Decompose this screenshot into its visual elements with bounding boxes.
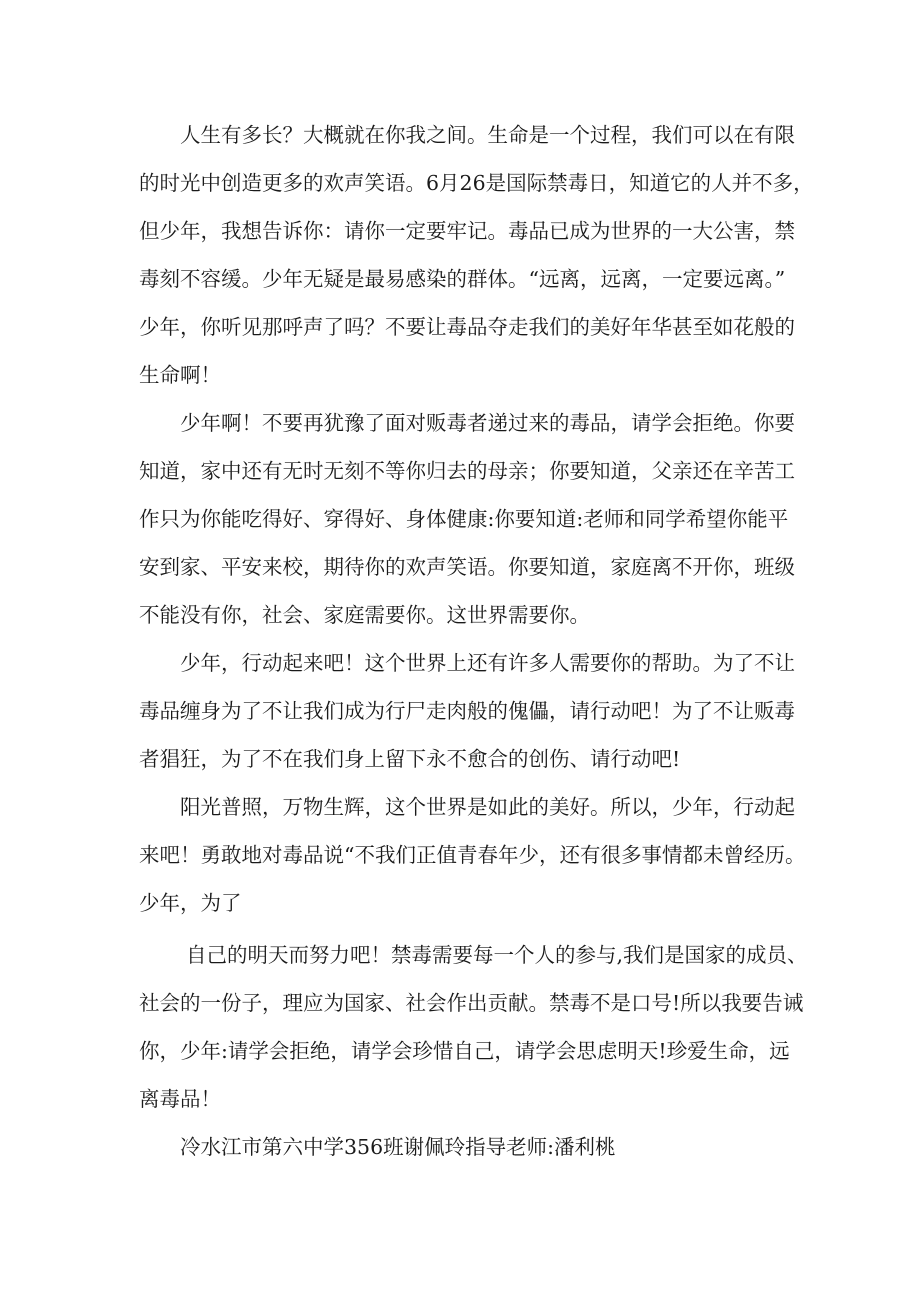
text-line: 不能没有你，社会、家庭需要你。这世界需要你。 xyxy=(139,603,590,627)
text-line: 的时光中创造更多的欢声笑语。6月26是国际禁毒日，知道它的人并不多， xyxy=(139,171,814,195)
text-line: 生命啊！ xyxy=(139,363,221,387)
text-line: 但少年，我想告诉你：请你一定要牢记。毒品已成为世界的一大公害，禁 xyxy=(139,219,795,243)
text-line: 少年，为了 xyxy=(139,891,242,915)
text-line: 人生有多长？大概就在你我之间。生命是一个过程，我们可以在有限 xyxy=(180,123,795,147)
text-line: 少年，你听见那呼声了吗？不要让毒品夺走我们的美好年华甚至如花般的 xyxy=(139,315,795,339)
text-line: 作只为你能吃得好、穿得好、身体健康:你要知道:老师和同学希望你能平 xyxy=(139,507,789,531)
text-line: 知道，家中还有无时无刻不等你归去的母亲；你要知道，父亲还在辛苦工 xyxy=(139,459,795,483)
text-line: 安到家、平安来校，期待你的欢声笑语。你要知道，家庭离不开你，班级 xyxy=(139,555,795,579)
text-line: 离毒品！ xyxy=(139,1087,221,1111)
text-line: 少年啊！不要再犹豫了面对贩毒者递过来的毒品，请学会拒绝。你要 xyxy=(180,411,795,435)
text-line: 来吧！勇敢地对毒品说“不我们正值青春年少，还有很多事情都未曾经历。 xyxy=(139,843,806,867)
text-line: 毒品缠身为了不让我们成为行尸走肉般的傀儡，请行动吧！为了不让贩毒 xyxy=(139,699,795,723)
text-line: 少年，行动起来吧！这个世界上还有许多人需要你的帮助。为了不让 xyxy=(180,651,795,675)
text-line: 者猖狂，为了不在我们身上留下永不愈合的创伤、请行动吧! xyxy=(139,747,681,771)
text-line: 你，少年:请学会拒绝，请学会珍惜自己，请学会思虑明天!珍爱生命，远 xyxy=(139,1039,790,1063)
signature-line: 冷水江市第六中学356班谢佩玲指导老师:潘利桃 xyxy=(180,1135,616,1159)
text-line: 毒刻不容缓。少年无疑是最易感染的群体。“远离，远离，一定要远离。” xyxy=(139,267,786,291)
text-line: 阳光普照，万物生辉，这个世界是如此的美好。所以，少年，行动起 xyxy=(180,795,795,819)
text-line: 社会的一份子，理应为国家、社会作出贡献。禁毒不是口号!所以我要告诫 xyxy=(139,991,804,1015)
text-line: 自己的明天而努力吧！禁毒需要每一个人的参与,我们是国家的成员、 xyxy=(186,943,808,967)
